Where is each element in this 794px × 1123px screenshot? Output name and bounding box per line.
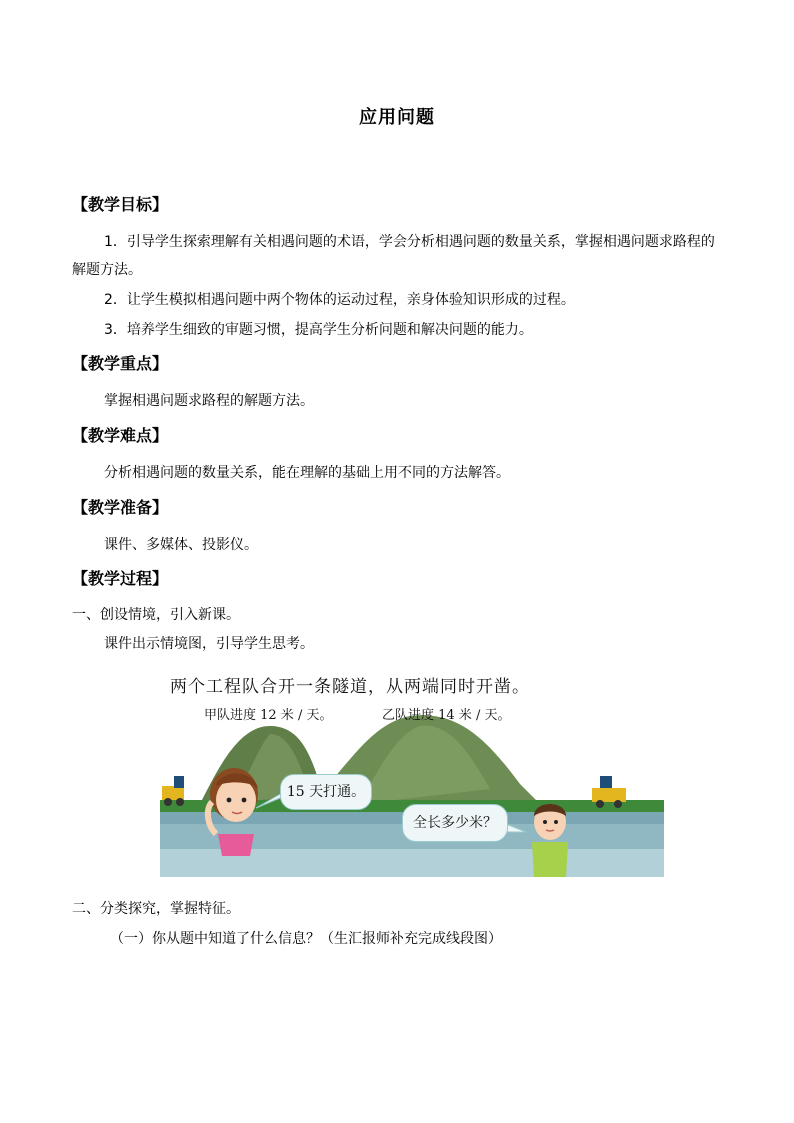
figure-line-2: 甲队进度 12 米 / 天。 (204, 708, 333, 723)
girl-speech-bubble: 15 天打通。 (280, 774, 372, 810)
figure-line-1: 两个工程队合开一条隧道，从两端同时开凿。 (170, 677, 530, 697)
excavator-left (162, 786, 184, 800)
key-points-text: 掌握相遇问题求路程的解题方法。 (104, 393, 314, 409)
page-title: 应用问题 (359, 107, 435, 128)
heading-process: 【教学过程】 (72, 569, 169, 588)
figure-line-3: 乙队进度 14 米 / 天。 (382, 708, 511, 723)
preparation-text: 课件、多媒体、投影仪。 (104, 537, 258, 553)
goal-item-3: 3．培养学生细致的审题习惯，提高学生分析问题和解决问题的能力。 (104, 322, 533, 338)
heading-preparation: 【教学准备】 (72, 498, 169, 517)
heading-key-points: 【教学重点】 (72, 354, 169, 373)
process-step-2: 二、分类探究，掌握特征。 (72, 901, 240, 917)
process-step-1-text: 课件出示情境图，引导学生思考。 (104, 636, 314, 652)
process-step-2-sub: （一）你从题中知道了什么信息？（生汇报师补充完成线段图） (110, 931, 502, 947)
goal-item-2: 2．让学生模拟相遇问题中两个物体的运动过程，亲身体验知识形成的过程。 (104, 292, 575, 308)
heading-goals: 【教学目标】 (72, 195, 169, 214)
heading-difficulty: 【教学难点】 (72, 426, 169, 445)
boy-speech-bubble: 全长多少米？ (402, 804, 508, 842)
process-step-1: 一、创设情境，引入新课。 (72, 607, 240, 623)
difficulty-text: 分析相遇问题的数量关系，能在理解的基础上用不同的方法解答。 (104, 465, 510, 481)
goal-item-1: 1．引导学生探索理解有关相遇问题的术语，学会分析相遇问题的数量关系，掌握相遇问题求路程的解题方法。 (72, 234, 715, 278)
scenario-illustration (160, 664, 664, 877)
excavator-right (592, 788, 626, 802)
